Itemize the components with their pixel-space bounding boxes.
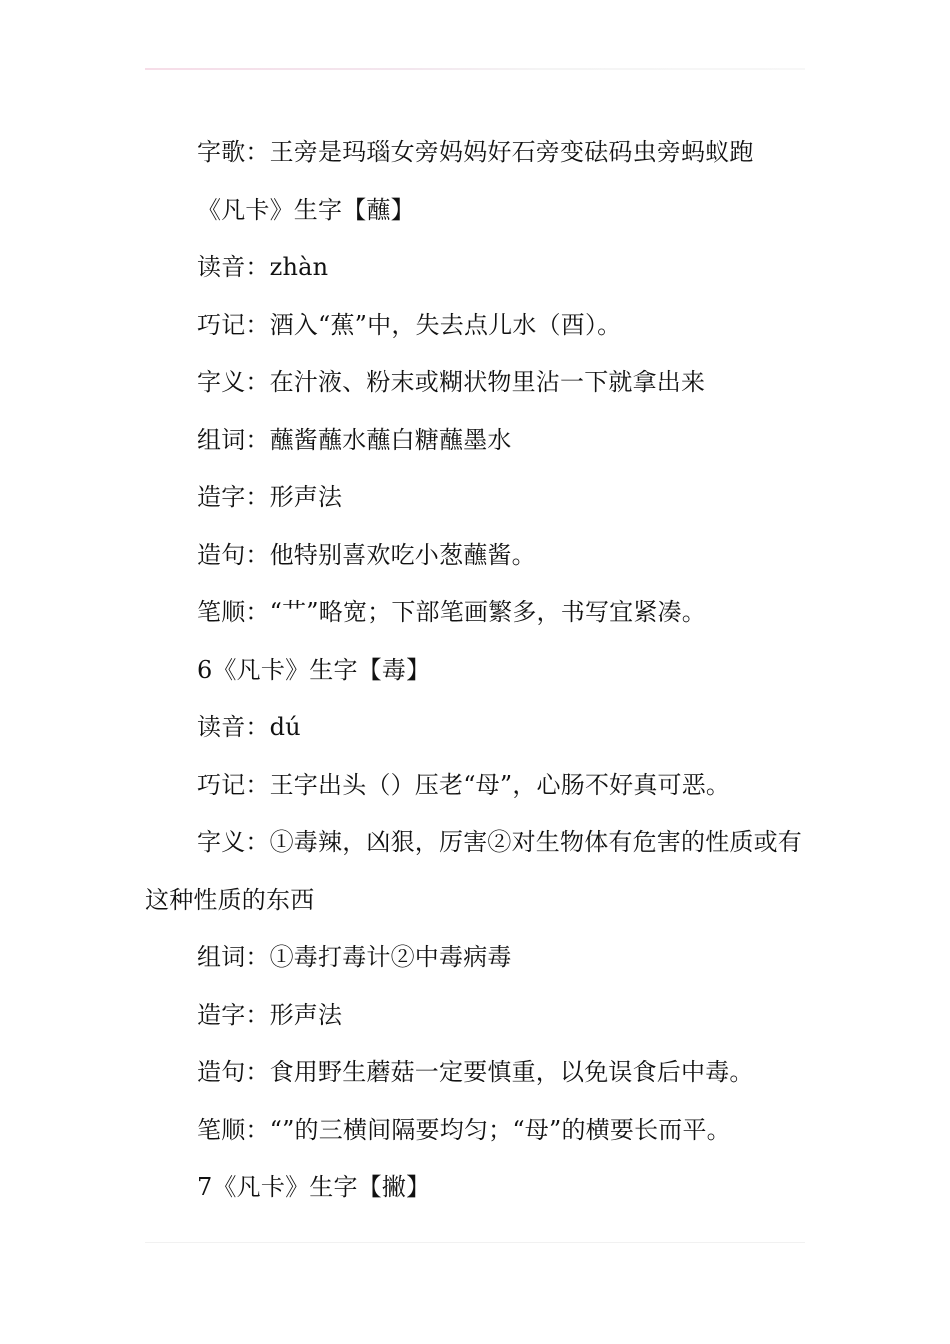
section-heading: 《凡卡》生字【蘸】: [197, 195, 415, 224]
text-line: 巧记：王字出头（）压老“母”，心肠不好真可恶。: [197, 770, 731, 799]
text-paragraph: 字义：①毒辣，凶狠，厉害②对生物体有危害的性质或有这种性质的东西: [145, 828, 802, 914]
section-heading: 6《凡卡》生字【毒】: [197, 655, 431, 684]
text-line: 笔顺：“”的三横间隔要均匀；“母”的横要长而平。: [197, 1115, 731, 1144]
text-line: 组词：蘸酱蘸水蘸白糖蘸墨水: [197, 425, 512, 454]
text-line: 读音：zhàn: [197, 253, 329, 281]
text-line: 造字：形声法: [197, 483, 343, 511]
header-rule: [145, 68, 805, 70]
text-line: 字歌：王旁是玛瑙女旁妈妈好石旁变砝码虫旁蚂蚁跑: [197, 138, 754, 166]
text-line: 巧记：酒入“蕉”中，失去点儿水（酉）。: [197, 310, 622, 339]
text-line: 造句：他特别喜欢吃小葱蘸酱。: [197, 540, 536, 569]
text-line: 造字：形声法: [197, 1000, 343, 1029]
text-line: 造句：食用野生蘑菇一定要慎重，以免误食后中毒。: [197, 1058, 754, 1086]
section-heading: 7《凡卡》生字【撇】: [197, 1173, 431, 1201]
document-body: [145, 124, 805, 1217]
text-line: 读音：dú: [197, 713, 301, 741]
text-line: 组词：①毒打毒计②中毒病毒: [197, 943, 512, 971]
text-line: 字义：在汁液、粉末或糊状物里沾一下就拿出来: [197, 368, 706, 396]
text-line: 笔顺：“艹”略宽；下部笔画繁多，书写宜紧凑。: [197, 598, 706, 626]
footer-rule: [145, 1242, 805, 1243]
